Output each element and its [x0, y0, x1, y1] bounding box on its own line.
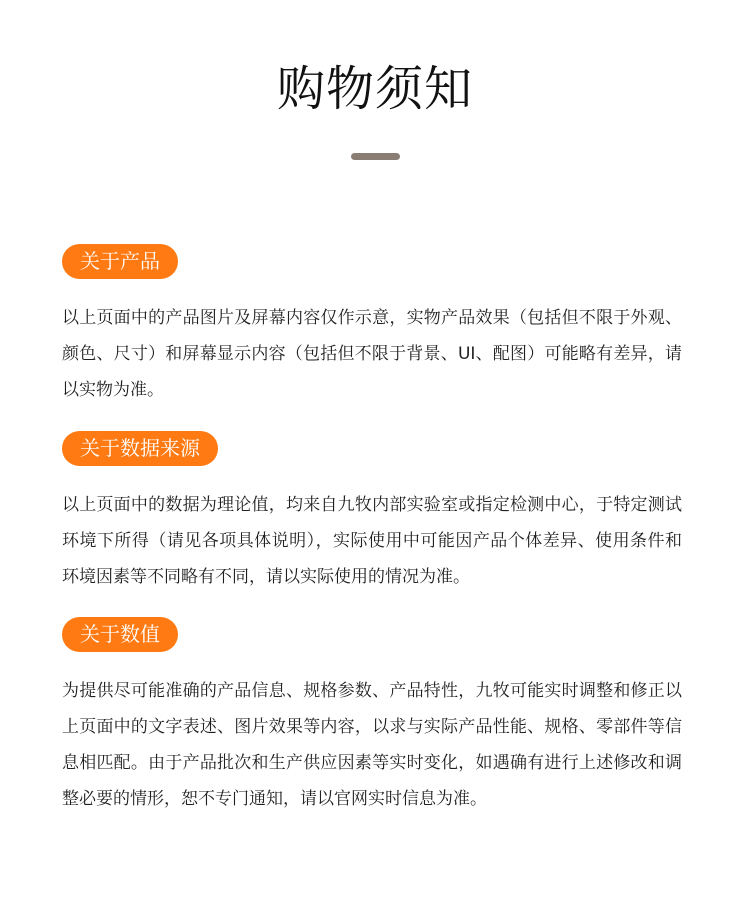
section-about-product [62, 244, 682, 408]
section-about-values [62, 617, 682, 817]
section-body-about-data-source: 以上页面中的数据为理论值，均来自九牧内部实验室或指定检测中心，于特定测试环境下所得（请见各项具体说明），实际使用中可能因产品个体差异、使用条件和环境因素等不同略有不同，请以实际使用的情况为准。 [62, 495, 682, 587]
page-title: 购物须知 [276, 61, 473, 117]
section-body-about-values: 为提供尽可能准确的产品信息、规格参数、产品特性，九牧可能实时调整和修正以上页面中的文字表述、图片效果等内容，以求与实际产品性能、规格、零部件等信息相匹配。由于产品批次和生产供应因素等实时变化，如遇确有进行上述修改和调整必要的情形，恕不专门通知，请以官网实时信息为准。 [62, 681, 682, 809]
section-badge-about-values: 关于数值 [62, 617, 178, 652]
section-about-data-source [62, 431, 682, 595]
section-badge-about-product: 关于产品 [62, 244, 178, 279]
section-body-about-product: 以上页面中的产品图片及屏幕内容仅作示意，实物产品效果（包括但不限于外观、颜色、尺寸）和屏幕显示内容（包括但不限于背景、UI、配图）可能略有差异，请以实物为准。 [62, 308, 682, 400]
section-badge-about-data-source: 关于数据来源 [62, 431, 218, 466]
title-divider [351, 153, 400, 160]
